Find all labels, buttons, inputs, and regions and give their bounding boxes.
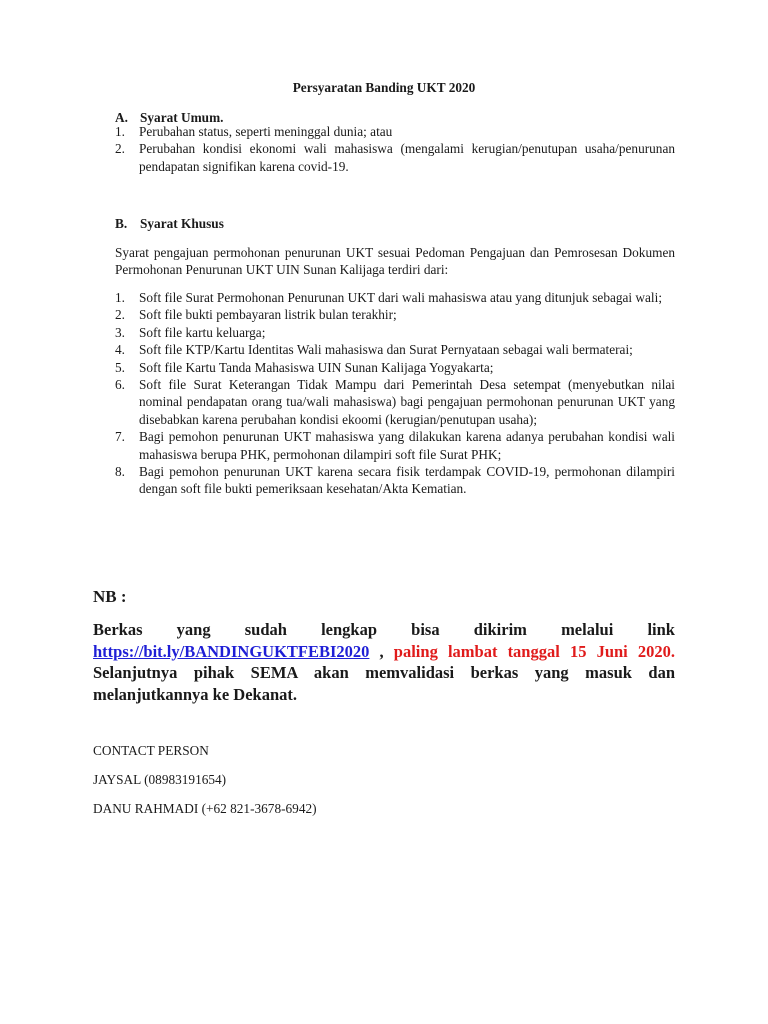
deadline-text: paling lambat tanggal 15 Juni 2020. <box>393 641 675 661</box>
list-item <box>115 428 675 463</box>
nb-text-after: Selanjutnya pihak SEMA akan memvalidasi berkas yang masuk dan melanjutkannya ke Dekanat. <box>93 663 675 704</box>
list-item-text: Perubahan status, seperti meninggal dunia; atau <box>139 124 393 139</box>
section-a-marker: A. <box>115 110 128 125</box>
section-b-marker: B. <box>115 216 128 231</box>
section-b-title: Syarat Khusus <box>140 216 224 231</box>
list-item-text: Perubahan kondisi ekonomi wali mahasiswa (mengalami kerugian/penutupan usaha/penurunan pendapatan signifikan karena covid-19. <box>139 141 675 174</box>
section-b-list <box>115 289 675 498</box>
section-a-list <box>115 123 675 175</box>
list-item-number: 3. <box>115 324 125 340</box>
list-item-number: 2. <box>115 141 125 157</box>
submission-link[interactable]: https://bit.ly/BANDINGUKTFEBI2020 <box>93 641 370 661</box>
list-item <box>115 376 675 428</box>
list-item-number: 8. <box>115 464 125 480</box>
list-item-number: 7. <box>115 429 125 445</box>
section-a-title: Syarat Umum. <box>140 110 224 125</box>
list-item-number: 1. <box>115 290 125 305</box>
list-item-number: 1. <box>115 124 125 139</box>
nb-text-before: Berkas yang sudah lengkap bisa dikirim melalui link <box>93 620 675 639</box>
contact-person-2: DANU RAHMADI (+62 821-3678-6942) <box>93 801 317 816</box>
contact-title: CONTACT PERSON <box>93 743 209 758</box>
list-item-number: 6. <box>115 377 125 393</box>
list-item <box>115 123 675 140</box>
nb-text-mid: , <box>369 641 394 661</box>
contact-person-1: JAYSAL (08983191654) <box>93 772 227 787</box>
list-item <box>115 341 675 358</box>
list-item-text: Soft file KTP/Kartu Identitas Wali mahasiswa dan Surat Pernyataan sebagai wali bermaterai; <box>139 342 633 358</box>
list-item-text: Soft file Kartu Tanda Mahasiswa UIN Sunan Kalijaga Yogyakarta; <box>139 359 494 375</box>
list-item <box>115 140 675 175</box>
section-b-intro: Syarat pengajuan permohonan penurunan UKT sesuai Pedoman Pengajuan dan Pemrosesan Dokumen Permohonan Penurunan UKT UIN Sunan Kalijaga terdiri dari: <box>115 245 675 278</box>
list-item-text: Bagi pemohon penurunan UKT karena secara fisik terdampak COVID-19, permohonan dilampiri dengan soft file bukti pemeriksaan kesehatan/Akta Kematian. <box>139 464 675 497</box>
list-item <box>115 289 675 306</box>
section-b-heading <box>115 215 224 232</box>
list-item-text: Soft file Surat Permohonan Penurunan UKT dari wali mahasiswa atau yang ditunjuk sebagai wali; <box>139 290 663 305</box>
list-item-text: Bagi pemohon penurunan UKT mahasiswa yang dilakukan karena adanya perubahan kondisi wali mahasiswa berupa PHK, permohonan dilampiri soft file Surat PHK; <box>139 429 675 462</box>
list-item-number: 5. <box>115 359 125 375</box>
list-item <box>115 463 675 498</box>
list-item-number: 2. <box>115 307 125 323</box>
nb-notice <box>93 619 675 705</box>
list-item-text: Soft file Surat Keterangan Tidak Mampu dari Pemerintah Desa setempat (menyebutkan nilai nominal pendapatan orang tua/wali mahasiswa) bagi pengajuan permohonan penurunan UKT yang disebabkan karena perubahan kondisi ekoomi (kerugian/penutupan usaha); <box>139 377 675 427</box>
list-item <box>115 306 675 323</box>
list-item-text: Soft file bukti pembayaran listrik bulan terakhir; <box>139 307 397 323</box>
nb-label: NB : <box>93 587 127 606</box>
list-item-text: Soft file kartu keluarga; <box>139 324 266 340</box>
list-item <box>115 324 675 341</box>
list-item <box>115 359 675 376</box>
document-title: Persyaratan Banding UKT 2020 <box>292 80 476 95</box>
list-item-number: 4. <box>115 342 125 358</box>
